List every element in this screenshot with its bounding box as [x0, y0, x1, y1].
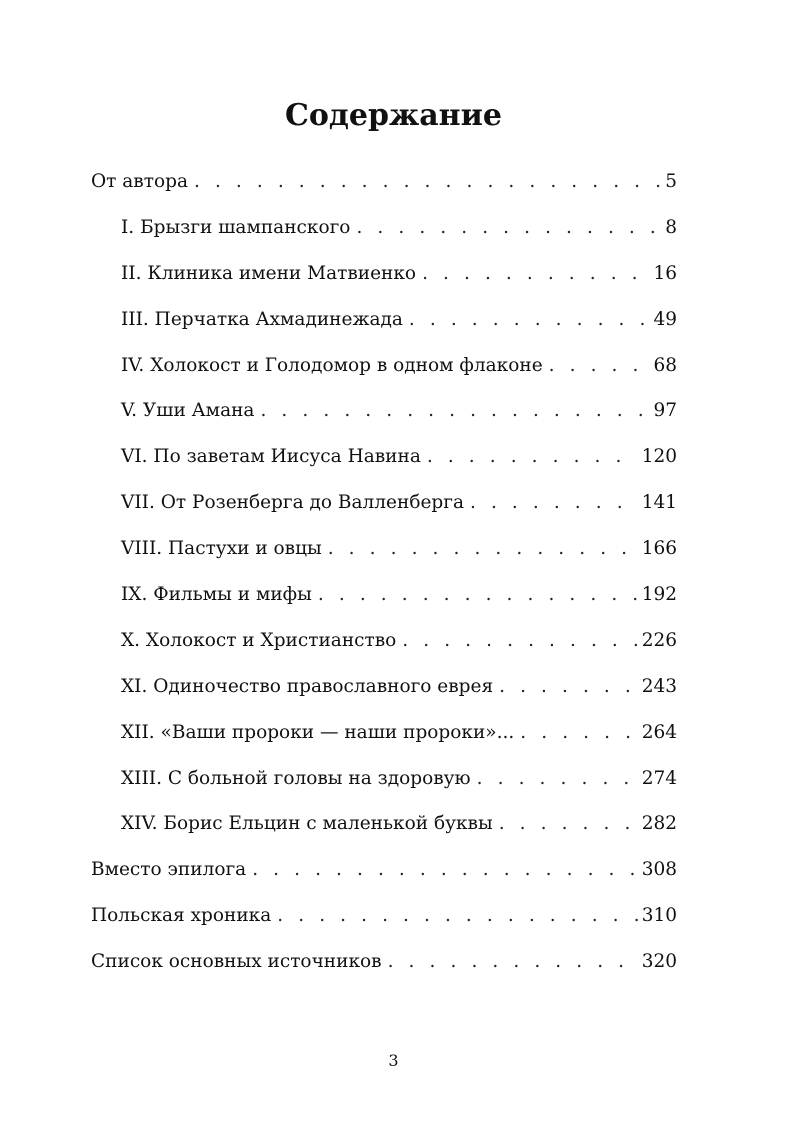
toc-entry-page: 282	[641, 813, 677, 835]
toc-entry-page: 120	[641, 446, 677, 468]
dot-leader	[388, 945, 638, 979]
table-of-contents	[91, 165, 677, 991]
toc-entry	[91, 486, 677, 532]
toc-entry	[91, 349, 677, 395]
toc-entry	[91, 670, 677, 716]
toc-entry	[91, 165, 677, 211]
toc-entry-title: Польская хроника	[91, 905, 272, 927]
toc-entry-page: 264	[641, 721, 677, 743]
toc-entry	[91, 762, 677, 808]
toc-entry-title: VIII. Пастухи и овцы	[121, 538, 322, 560]
toc-entry-page: 274	[641, 767, 677, 789]
toc-entry-title: IV. Холокост и Голодомор в одном флаконе	[121, 354, 543, 376]
dot-leader	[409, 303, 650, 337]
toc-entry-page: 68	[653, 354, 677, 376]
toc-entry	[91, 211, 677, 257]
dot-leader	[477, 762, 638, 796]
toc-entry	[91, 257, 677, 303]
dot-leader	[277, 899, 637, 933]
toc-entry-title: VI. По заветам Иисуса Навина	[121, 446, 421, 468]
toc-entry	[91, 945, 677, 991]
dot-leader	[499, 807, 638, 841]
toc-entry	[91, 716, 677, 762]
toc-entry-page: 16	[653, 262, 677, 284]
toc-entry-title: Список основных источников	[91, 951, 382, 973]
toc-entry-page: 97	[653, 400, 677, 422]
page-title: Содержание	[285, 98, 502, 133]
dot-leader	[318, 578, 638, 612]
dot-leader	[356, 211, 661, 245]
dot-leader	[194, 165, 661, 199]
toc-entry-title: От автора	[91, 171, 188, 192]
dot-leader	[402, 624, 637, 658]
dot-leader	[549, 349, 650, 383]
toc-entry	[91, 624, 677, 670]
toc-entry	[91, 578, 677, 624]
dot-leader	[520, 716, 637, 750]
page-number: 3	[388, 1051, 399, 1070]
toc-entry	[91, 303, 677, 349]
dot-leader	[499, 670, 638, 704]
toc-entry	[91, 532, 677, 578]
dot-leader	[252, 853, 638, 887]
toc-entry-title: IX. Фильмы и мифы	[121, 584, 312, 606]
toc-entry-page: 320	[641, 951, 677, 973]
toc-entry-page: 226	[641, 629, 677, 651]
dot-leader	[470, 486, 638, 520]
toc-entry-page: 310	[641, 905, 677, 927]
toc-entry-title: III. Перчатка Ахмадинежада	[121, 308, 403, 330]
toc-entry-page: 243	[641, 675, 677, 697]
dot-leader	[260, 394, 649, 428]
toc-entry-title: V. Уши Амана	[121, 400, 255, 422]
toc-entry-page: 166	[641, 538, 677, 560]
toc-entry-page: 8	[665, 216, 677, 238]
toc-entry	[91, 440, 677, 486]
toc-entry-title: I. Брызги шампанского	[121, 216, 351, 238]
toc-entry-title: Вместо эпилога	[91, 859, 247, 881]
toc-entry-page: 192	[641, 584, 677, 606]
toc-entry-title: VII. От Розенберга до Валленберга	[121, 492, 464, 514]
dot-leader	[422, 257, 649, 291]
dot-leader	[328, 532, 638, 566]
toc-entry-page: 5	[665, 171, 677, 192]
dot-leader	[427, 440, 638, 474]
toc-entry-title: XII. «Ваши пророки — наши пророки»...	[121, 721, 515, 743]
toc-entry-page: 308	[641, 859, 677, 881]
toc-entry-title: XI. Одиночество православного еврея	[121, 675, 494, 697]
toc-entry-page: 141	[641, 492, 677, 514]
toc-entry-title: X. Холокост и Христианство	[121, 629, 397, 651]
toc-entry-page: 49	[653, 308, 677, 330]
toc-entry	[91, 899, 677, 945]
toc-entry-title: II. Клиника имени Матвиенко	[121, 262, 417, 284]
toc-entry-title: XIII. С больной головы на здоровую	[121, 767, 471, 789]
toc-entry-title: XIV. Борис Ельцин с маленькой буквы	[121, 813, 493, 835]
toc-entry	[91, 394, 677, 440]
toc-entry	[91, 807, 677, 853]
toc-entry	[91, 853, 677, 899]
